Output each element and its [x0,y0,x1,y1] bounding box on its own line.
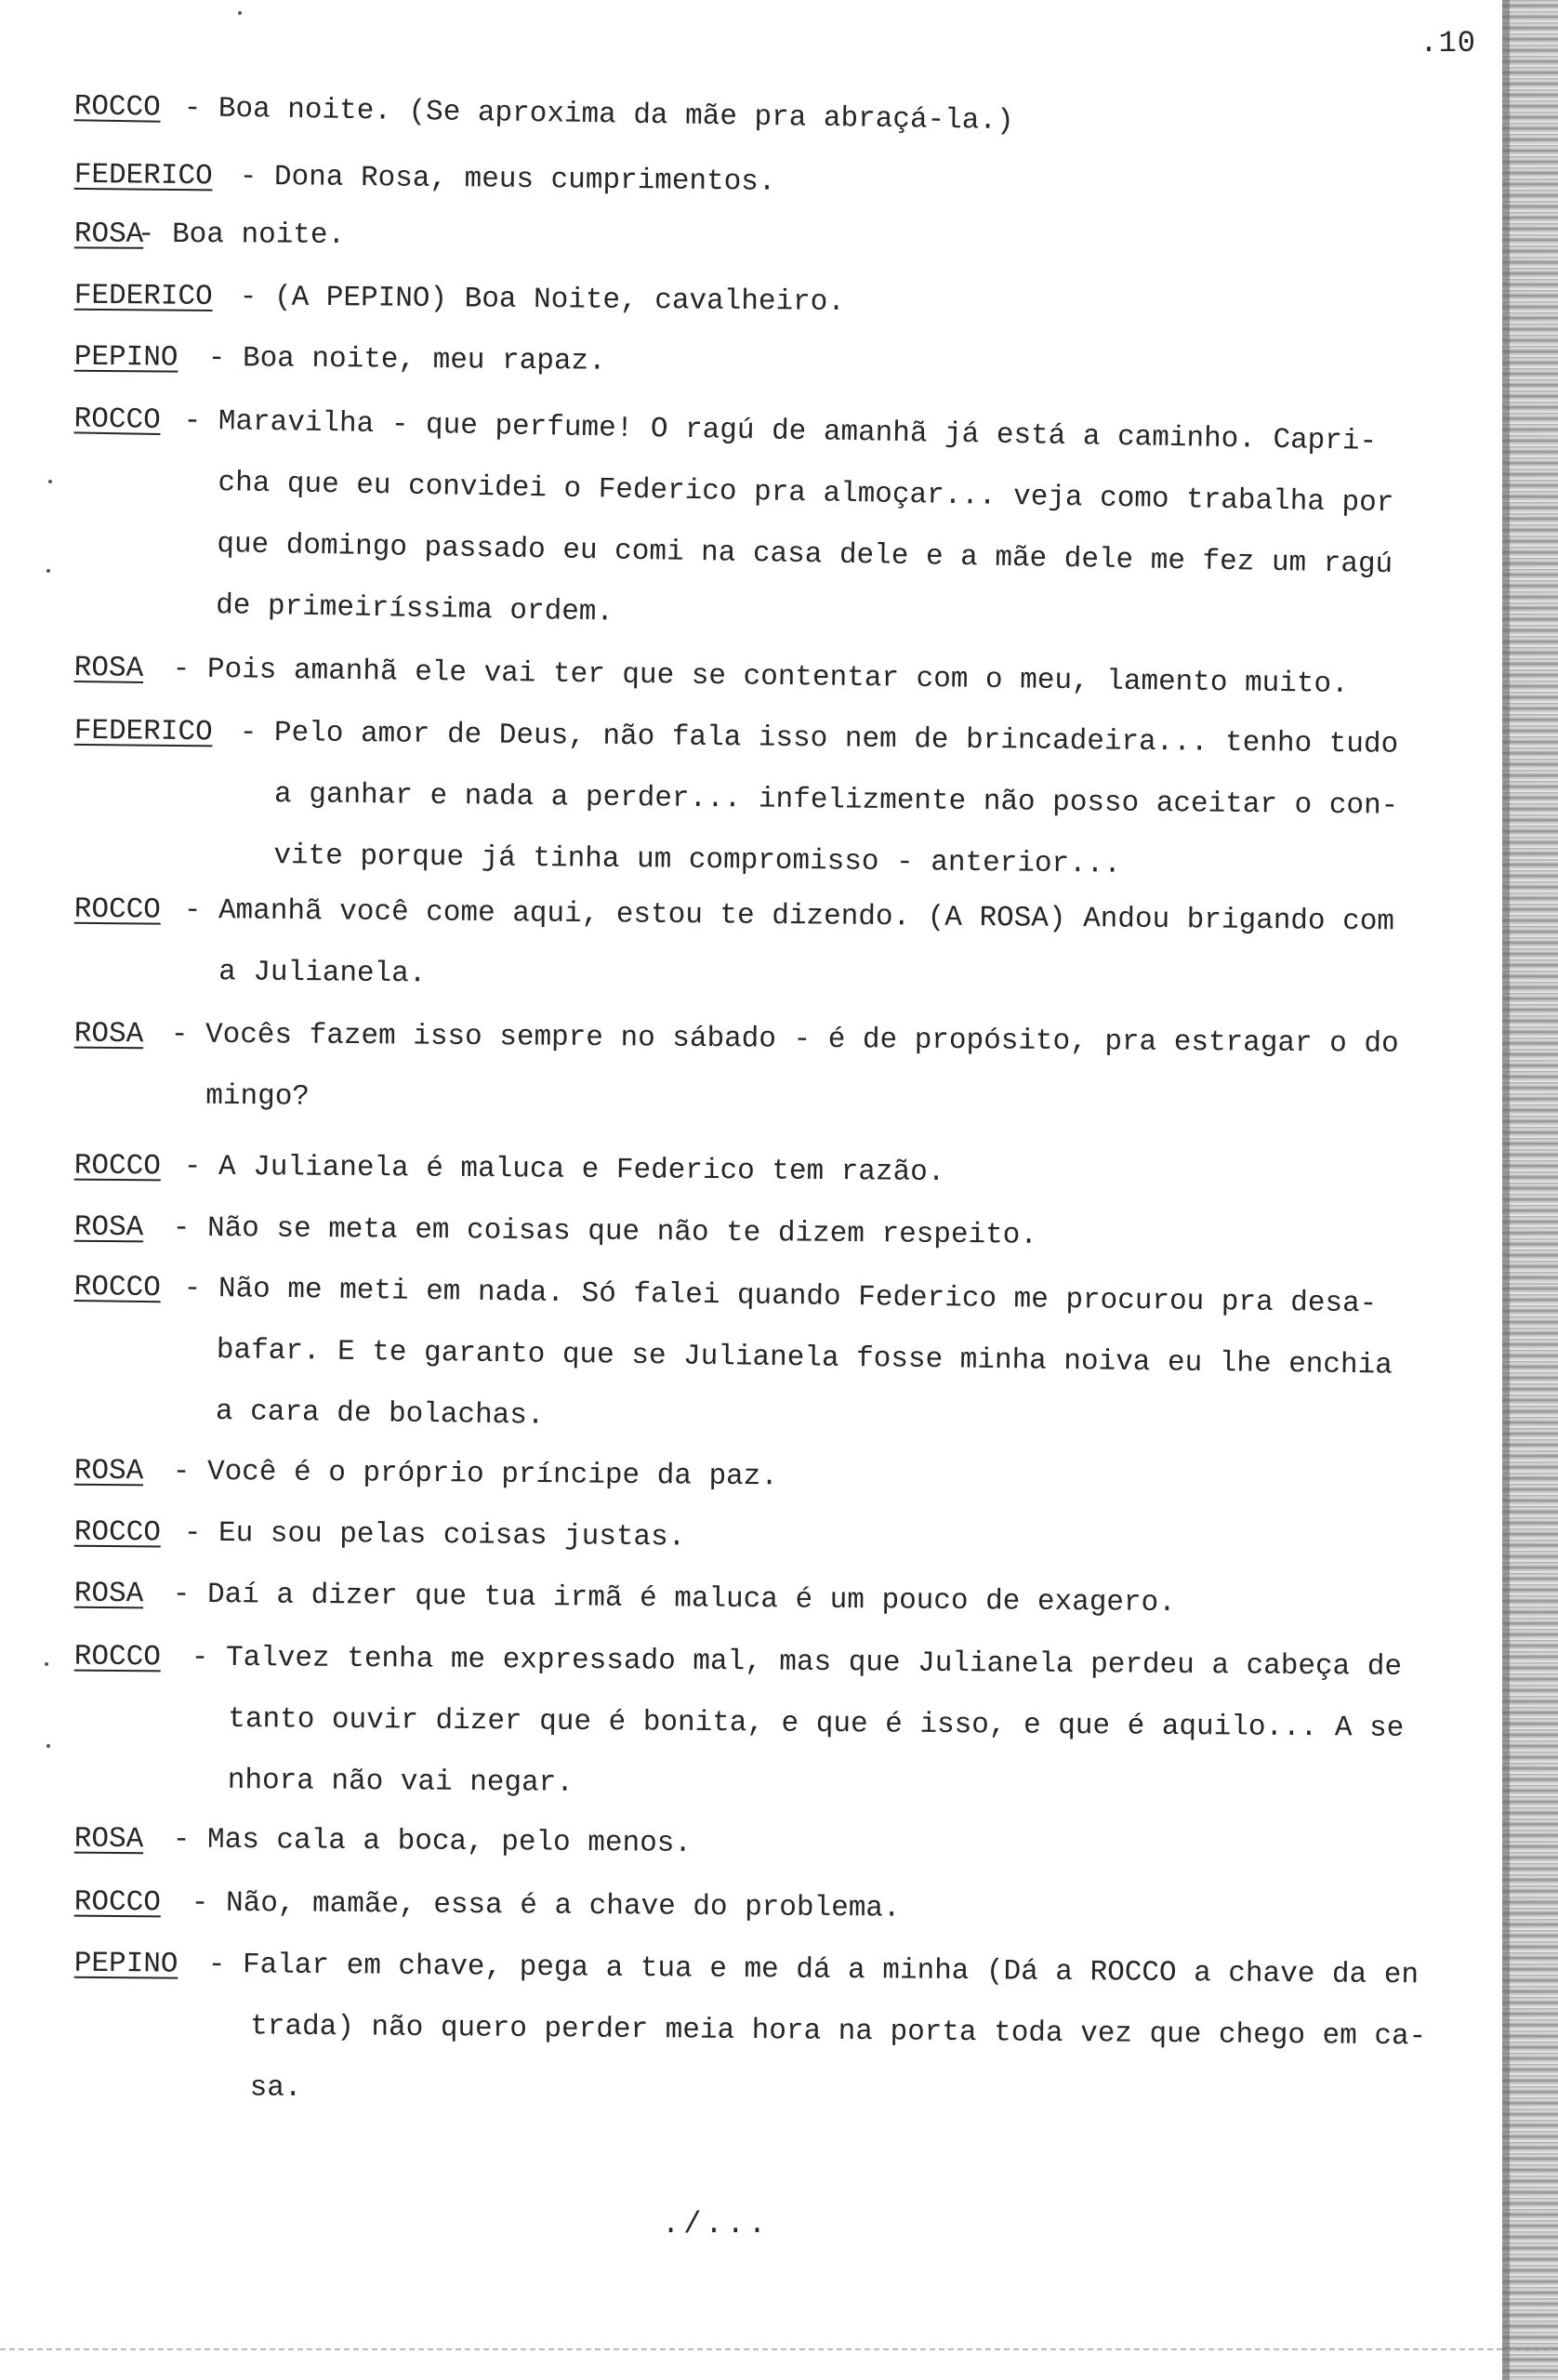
speech-text: - Maravilha - que perfume! O ragú de amanhã já está a caminho. Capri- [183,404,1378,458]
speaker-name: ROSA [73,1210,144,1245]
dialogue-line [73,1947,1419,1992]
dialogue-block [0,1210,1487,1252]
continuation-mark: ./... [662,2207,771,2241]
speech-text: - Falar em chave, pega a tua e me dá a minha (Dá a ROCCO a chave da en [207,1948,1419,1992]
dialogue-line [73,218,346,252]
speech-text: - Pois amanhã ele vai ter que se contentar com o meu, lamento muito. [172,653,1349,701]
speaker-name: FEDERICO [73,158,213,193]
dialogue-line [73,714,1399,761]
speech-continuation-line: cha que eu convidei o Federico pra almoçar... veja como trabalha por [218,467,1394,521]
dialogue-block [0,218,1487,252]
speaker-name: ROCCO [73,1515,162,1550]
speaker-name: ROCCO [73,403,161,438]
dialogue-block [0,89,1487,139]
speech-text: - Não me meti em nada. Só falei quando Federico me procurou pra desa- [183,1272,1378,1321]
scan-speck [238,11,242,15]
speech-text: - Não se meta em coisas que não te dizem respeito. [172,1211,1038,1252]
speaker-name: ROSA [73,1577,144,1611]
dialogue-line [73,1149,945,1189]
speech-text: - Amanhã você come aqui, estou te dizendo. (A ROSA) Andou brigando com [183,893,1395,939]
speaker-name: ROCCO [73,90,161,125]
dialogue-line [73,279,846,319]
dialogue-line [73,340,606,378]
speaker-name: ROCCO [73,1149,162,1183]
dialogue-line [73,1271,1378,1321]
scan-speck [45,1662,48,1666]
dialogue-block [0,1947,1487,2105]
dialogue-block [0,714,1487,881]
dialogue-block [0,1454,1487,1494]
speaker-name: ROSA [73,1017,144,1051]
speech-text: - Mas cala a boca, pelo menos. [172,1823,693,1860]
dialogue-block [0,1270,1487,1433]
dialogue-block [0,1515,1487,1554]
speaker-name: ROCCO [73,1271,162,1305]
speech-text: - Vocês fazem isso sempre no sábado - é de propósito, pra estragar o do [170,1018,1399,1061]
speech-continuation-line: sa. [249,2071,302,2105]
speech-continuation-line: tanto ouvir dizer que é bonita, e que é isso, e que é aquilo... A se [228,1702,1405,1745]
speech-continuation-line: a ganhar e nada a perder... infelizmente não posso aceitar o con- [273,778,1399,823]
dialogue-line [73,403,1378,458]
speech-continuation-line: a cara de bolachas. [215,1395,545,1433]
dialogue-line [73,1885,901,1925]
dialogue-line [73,1640,1403,1684]
speech-text: - (A PEPINO) Boa Noite, cavalheiro. [239,281,846,319]
dialogue-block [0,651,1487,701]
speech-continuation-line: vite porque já tinha um compromisso - anterior... [273,840,1122,881]
speech-continuation-line: que domingo passado eu comi na casa dele e a mãe dele me fez um ragú [217,528,1393,582]
dialogue-line [73,1454,779,1494]
speech-continuation-line: trada) não quero perder meia hora na porta toda vez que chego em ca- [250,2010,1427,2054]
speech-text: - Talvez tenha me expressado mal, mas que Julianela perdeu a cabeça de [191,1641,1403,1684]
speech-text: - Boa noite, meu rapaz. [207,341,606,378]
dialogue-block [0,1822,1487,1860]
speech-text: - Boa noite. (Se aproxima da mãe pra abraçá-la.) [183,92,1014,139]
scan-speck [46,569,50,573]
speaker-name: ROCCO [73,892,162,927]
speech-text: - Boa noite. [137,218,346,252]
speaker-name: PEPINO [73,340,178,375]
dialogue-block [0,892,1487,991]
speech-text: - Você é o próprio príncipe da paz. [172,1455,779,1494]
dialogue-line [73,1017,1399,1061]
speech-text: - A Julianela é maluca e Federico tem razão. [183,1150,945,1189]
dialogue-line [73,158,776,199]
dialogue-line [73,892,1395,939]
speaker-name: ROCCO [73,1640,162,1674]
speaker-name: PEPINO [73,1947,178,1981]
speech-text: - Daí a dizer que tua irmã é maluca é um pouco de exagero. [172,1578,1176,1620]
dialogue-block [0,402,1487,629]
speaker-name: ROSA [73,652,144,686]
dialogue-block [0,1577,1487,1620]
dialogue-block [0,340,1487,378]
dialogue-block [0,1017,1487,1114]
dialogue-line [73,1577,1176,1620]
dialogue-block [0,1885,1487,1925]
dialogue-line [73,1515,686,1554]
dialogue-block [0,1640,1487,1800]
speaker-name: ROCCO [73,1885,162,1920]
speech-text: - Pelo amor de Deus, não fala isso nem de brincadeira... tenho tudo [239,716,1399,761]
scan-speck [48,480,52,483]
speaker-name: ROSA [73,218,144,251]
speaker-name: FEDERICO [73,714,213,749]
dialogue-line [73,1210,1038,1252]
speech-text: - Não, mamãe, essa é a chave do problema. [191,1886,901,1925]
speaker-name: ROSA [73,1822,144,1857]
scanned-page-edge [1502,0,1558,2380]
speech-continuation-line: mingo? [205,1079,310,1114]
scan-bottom-border [0,2348,1558,2350]
dialogue-line [73,90,1014,139]
dialogue-block [0,158,1487,199]
speech-continuation-line: bafar. E te garanto que se Julianela fosse minha noiva eu lhe enchia [216,1334,1393,1382]
dialogue-block [0,279,1487,319]
speaker-name: FEDERICO [73,279,213,313]
dialogue-block [0,1149,1487,1189]
speech-continuation-line: de primeiríssima ordem. [215,589,614,629]
speech-text: - Eu sou pelas coisas justas. [183,1516,686,1554]
speech-continuation-line: a Julianela. [218,956,427,991]
scan-speck [46,1744,50,1748]
dialogue-line [73,652,1349,701]
speech-continuation-line: nhora não vai negar. [227,1764,574,1800]
speaker-name: ROSA [73,1454,144,1488]
speech-text: - Dona Rosa, meus cumprimentos. [239,160,776,199]
dialogue-line [73,1822,693,1860]
page-number: .10 [1419,26,1476,60]
